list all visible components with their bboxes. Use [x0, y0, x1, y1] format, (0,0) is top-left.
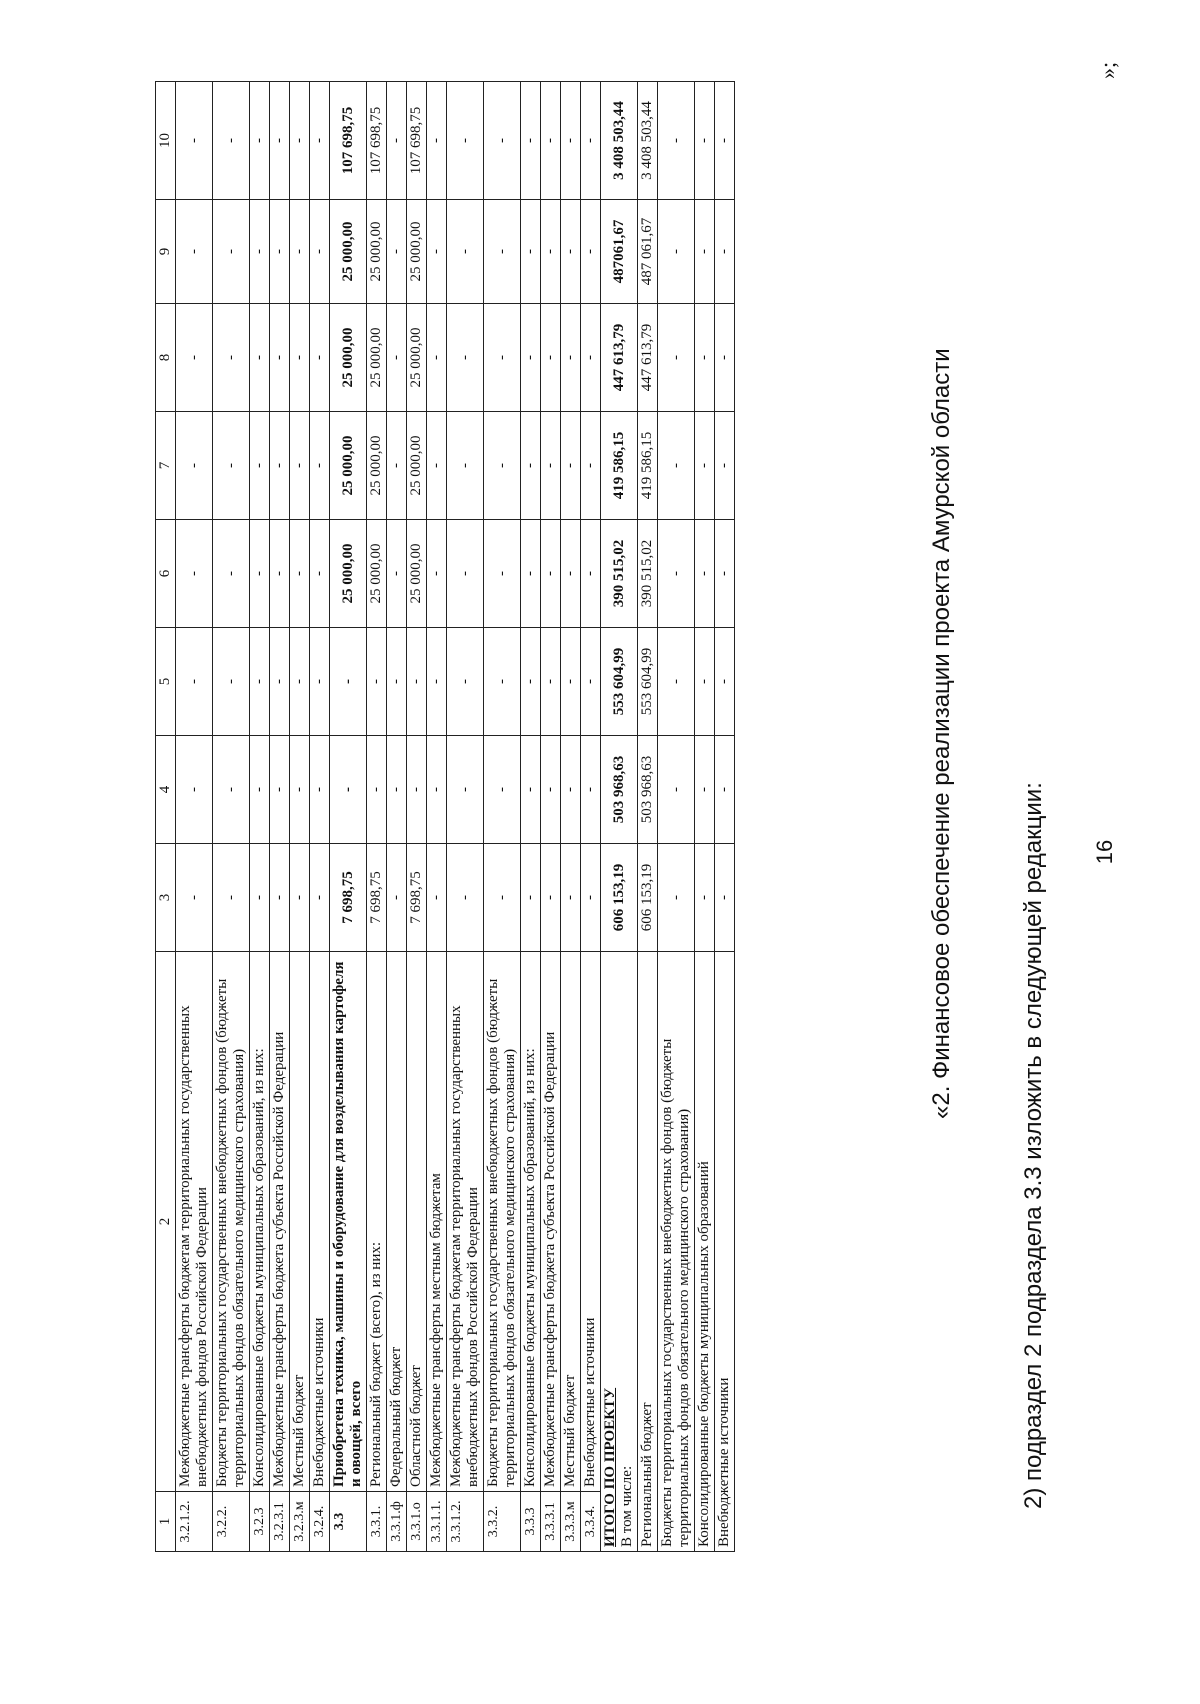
row-value: - — [581, 844, 601, 952]
row-code: 3.2.1.2. — [176, 1492, 213, 1552]
row-value: 25 000,00 — [407, 200, 427, 304]
row-value: - — [561, 844, 581, 952]
summary-value: - — [695, 736, 715, 844]
row-value: - — [447, 304, 484, 412]
row-value: - — [581, 736, 601, 844]
total-value: 447 613,79 — [601, 304, 638, 412]
row-value: - — [521, 844, 541, 952]
row-value: - — [561, 520, 581, 628]
row-value: - — [387, 412, 407, 520]
row-value: - — [290, 844, 310, 952]
row-value: 7 698,75 — [407, 844, 427, 952]
row-value: - — [213, 200, 250, 304]
row-value: - — [250, 628, 270, 736]
header-cell: 10 — [156, 82, 176, 200]
row-name: Межбюджетные трансферты местным бюджетам — [427, 952, 447, 1492]
row-value: - — [176, 736, 213, 844]
row-value: - — [541, 82, 561, 200]
summary-value: - — [715, 200, 735, 304]
row-value: - — [176, 520, 213, 628]
summary-value: 553 604,99 — [638, 628, 658, 736]
row-value: - — [581, 628, 601, 736]
summary-row — [715, 82, 735, 1552]
row-value: - — [581, 82, 601, 200]
summary-value: - — [658, 82, 695, 200]
row-value: - — [250, 736, 270, 844]
row-value: - — [290, 412, 310, 520]
row-name: Межбюджетные трансферты бюджетам территориальных государственных внебюджетных фондов Российской Федерации — [447, 952, 484, 1492]
row-value: - — [541, 200, 561, 304]
row-value: - — [447, 82, 484, 200]
summary-value: 503 968,63 — [638, 736, 658, 844]
row-value: - — [290, 520, 310, 628]
row-name: Бюджеты территориальных государственных внебюджетных фондов (бюджеты территориальных фондов обязательного медицинского страхования) — [484, 952, 521, 1492]
summary-name: Консолидированные бюджеты муниципальных образований — [695, 952, 715, 1552]
row-value: 7 698,75 — [330, 844, 367, 952]
row-code: 3.3.1.ф — [387, 1492, 407, 1552]
table-row — [250, 82, 270, 1552]
row-value: - — [484, 200, 521, 304]
row-value: - — [270, 736, 290, 844]
row-code: 3.2.3 — [250, 1492, 270, 1552]
header-cell: 7 — [156, 412, 176, 520]
row-value: - — [387, 628, 407, 736]
summary-value: - — [695, 628, 715, 736]
summary-value: - — [695, 520, 715, 628]
row-value: - — [561, 200, 581, 304]
summary-value: - — [658, 844, 695, 952]
table-row — [427, 82, 447, 1552]
row-value: - — [484, 520, 521, 628]
row-value: - — [427, 200, 447, 304]
table-row — [270, 82, 290, 1552]
summary-value: - — [715, 736, 735, 844]
total-value: 3 408 503,44 — [601, 82, 638, 200]
row-value: - — [561, 304, 581, 412]
row-value: - — [213, 82, 250, 200]
summary-row — [658, 82, 695, 1552]
header-cell: 3 — [156, 844, 176, 952]
total-value: 419 586,15 — [601, 412, 638, 520]
row-value: - — [581, 520, 601, 628]
row-value: - — [407, 736, 427, 844]
row-value: - — [176, 200, 213, 304]
row-value: - — [427, 82, 447, 200]
row-value: - — [521, 200, 541, 304]
row-value: - — [250, 412, 270, 520]
row-value: - — [541, 736, 561, 844]
summary-value: 390 515,02 — [638, 520, 658, 628]
row-value: - — [387, 736, 407, 844]
table-row — [176, 82, 213, 1552]
row-value: 25 000,00 — [367, 304, 387, 412]
table-row — [541, 82, 561, 1552]
row-value: - — [213, 520, 250, 628]
row-value: - — [427, 520, 447, 628]
row-name: Внебюджетные источники — [310, 952, 330, 1492]
row-value: - — [521, 520, 541, 628]
row-value: - — [270, 628, 290, 736]
row-code: 3.2.3.м — [290, 1492, 310, 1552]
row-code: 3.3.3 — [521, 1492, 541, 1552]
row-value: - — [213, 412, 250, 520]
row-value: - — [427, 412, 447, 520]
row-code: 3.3.1. — [367, 1492, 387, 1552]
summary-value: - — [715, 520, 735, 628]
total-value: 553 604,99 — [601, 628, 638, 736]
row-value: - — [561, 412, 581, 520]
row-value: - — [484, 628, 521, 736]
table-row — [407, 82, 427, 1552]
row-value: - — [484, 412, 521, 520]
row-value: - — [250, 82, 270, 200]
row-value: - — [290, 628, 310, 736]
summary-value: - — [695, 200, 715, 304]
row-value: - — [387, 82, 407, 200]
total-sublabel: В том числе: — [619, 1465, 635, 1547]
row-value: - — [387, 520, 407, 628]
table-body — [176, 82, 735, 1552]
row-value: - — [310, 520, 330, 628]
table-row — [521, 82, 541, 1552]
row-name: Региональный бюджет (всего), из них: — [367, 952, 387, 1492]
total-value: 503 968,63 — [601, 736, 638, 844]
row-name: Межбюджетные трансферты бюджета субъекта Российской Федерации — [541, 952, 561, 1492]
closing-quote: »; — [1095, 61, 1120, 79]
row-value: - — [310, 82, 330, 200]
summary-value: - — [715, 628, 735, 736]
row-value: - — [561, 82, 581, 200]
row-value: - — [581, 412, 601, 520]
total-row — [601, 82, 638, 1552]
row-value: 25 000,00 — [367, 520, 387, 628]
row-name: Областной бюджет — [407, 952, 427, 1492]
summary-value: 606 153,19 — [638, 844, 658, 952]
row-value: - — [176, 412, 213, 520]
summary-value: - — [715, 82, 735, 200]
row-value: - — [250, 200, 270, 304]
row-value: - — [581, 200, 601, 304]
summary-value: - — [695, 304, 715, 412]
table-row — [310, 82, 330, 1552]
summary-value: - — [715, 304, 735, 412]
row-value: 107 698,75 — [330, 82, 367, 200]
header-cell: 4 — [156, 736, 176, 844]
row-value: - — [387, 200, 407, 304]
row-value: - — [367, 628, 387, 736]
summary-name: Региональный бюджет — [638, 952, 658, 1552]
table-row — [367, 82, 387, 1552]
budget-table — [155, 81, 735, 1552]
row-value: - — [427, 304, 447, 412]
row-value: - — [521, 412, 541, 520]
total-value: 390 515,02 — [601, 520, 638, 628]
summary-value: - — [658, 520, 695, 628]
row-value: - — [250, 844, 270, 952]
row-value: - — [270, 200, 290, 304]
summary-value: 3 408 503,44 — [638, 82, 658, 200]
table-row — [561, 82, 581, 1552]
row-value: - — [270, 304, 290, 412]
row-code: 3.3.1.1. — [427, 1492, 447, 1552]
summary-value: - — [658, 304, 695, 412]
table-row — [447, 82, 484, 1552]
row-value: - — [427, 844, 447, 952]
row-value: 25 000,00 — [407, 412, 427, 520]
row-value: - — [290, 304, 310, 412]
row-code: 3.3.1.о — [407, 1492, 427, 1552]
row-value: - — [521, 736, 541, 844]
row-code: 3.3.3.1 — [541, 1492, 561, 1552]
row-value: - — [270, 412, 290, 520]
row-value: - — [176, 304, 213, 412]
row-name: Бюджеты территориальных государственных внебюджетных фондов (бюджеты территориальных фондов обязательного медицинского страхования) — [213, 952, 250, 1492]
row-value: - — [387, 304, 407, 412]
row-value: 25 000,00 — [367, 200, 387, 304]
row-name: Межбюджетные трансферты бюджета субъекта Российской Федерации — [270, 952, 290, 1492]
row-name: Федеральный бюджет — [387, 952, 407, 1492]
row-value: - — [541, 844, 561, 952]
row-value: - — [484, 736, 521, 844]
row-value: 107 698,75 — [367, 82, 387, 200]
amendment-paragraph: 2) подраздел 2 подраздела 3.3 изложить в следующей редакции: — [1020, 782, 1047, 1509]
row-value: - — [484, 82, 521, 200]
row-value: - — [447, 412, 484, 520]
total-label: ИТОГО ПО ПРОЕКТУ — [602, 1387, 618, 1547]
header-cell: 2 — [156, 952, 176, 1492]
row-value: - — [310, 844, 330, 952]
row-value: - — [213, 628, 250, 736]
total-value: 606 153,19 — [601, 844, 638, 952]
summary-value: - — [658, 736, 695, 844]
row-value: - — [447, 628, 484, 736]
section-heading: «2. Финансовое обеспечение реализации проекта Амурской области — [928, 348, 955, 1119]
row-value: - — [176, 844, 213, 952]
summary-value: - — [715, 412, 735, 520]
row-value: - — [310, 412, 330, 520]
row-value: - — [310, 736, 330, 844]
summary-value: - — [695, 82, 715, 200]
row-value: - — [541, 412, 561, 520]
row-name: Местный бюджет — [290, 952, 310, 1492]
row-value: - — [447, 736, 484, 844]
summary-row — [638, 82, 658, 1552]
row-name: Приобретена техника, машины и оборудование для возделывания картофеля и овощей, всего — [330, 952, 367, 1492]
row-value: 7 698,75 — [367, 844, 387, 952]
summary-value: 419 586,15 — [638, 412, 658, 520]
row-value: - — [290, 82, 310, 200]
row-value: - — [447, 200, 484, 304]
table-row — [330, 82, 367, 1552]
row-value: 25 000,00 — [367, 412, 387, 520]
row-value: - — [213, 304, 250, 412]
summary-value: - — [695, 412, 715, 520]
row-value: - — [290, 736, 310, 844]
row-code: 3.3.2. — [484, 1492, 521, 1552]
row-value: - — [521, 304, 541, 412]
row-value: 25 000,00 — [330, 412, 367, 520]
row-name: Внебюджетные источники — [581, 952, 601, 1492]
row-value: - — [213, 844, 250, 952]
summary-value: - — [658, 628, 695, 736]
row-code: 3.3.3.м — [561, 1492, 581, 1552]
row-name: Межбюджетные трансферты бюджетам территориальных государственных внебюджетных фондов Российской Федерации — [176, 952, 213, 1492]
row-value: - — [270, 844, 290, 952]
row-value: 25 000,00 — [330, 520, 367, 628]
row-value: 25 000,00 — [407, 520, 427, 628]
row-name: Консолидированные бюджеты муниципальных образований, из них: — [521, 952, 541, 1492]
total-value: 487061,67 — [601, 200, 638, 304]
table-row — [213, 82, 250, 1552]
row-value: - — [484, 844, 521, 952]
table-row — [387, 82, 407, 1552]
row-value: - — [176, 628, 213, 736]
row-value: - — [250, 520, 270, 628]
row-value: - — [367, 736, 387, 844]
row-value: - — [427, 628, 447, 736]
row-value: - — [447, 520, 484, 628]
row-value: - — [290, 200, 310, 304]
row-value: - — [561, 628, 581, 736]
row-code: 3.3.1.2. — [447, 1492, 484, 1552]
summary-value: 447 613,79 — [638, 304, 658, 412]
row-value: 107 698,75 — [407, 82, 427, 200]
summary-value: 487 061,67 — [638, 200, 658, 304]
row-value: - — [310, 304, 330, 412]
row-value: - — [407, 628, 427, 736]
row-value: - — [330, 628, 367, 736]
row-value: - — [541, 304, 561, 412]
row-code: 3.2.4. — [310, 1492, 330, 1552]
summary-value: - — [658, 412, 695, 520]
row-value: - — [270, 82, 290, 200]
row-value: - — [521, 628, 541, 736]
summary-value: - — [695, 844, 715, 952]
row-value: - — [561, 736, 581, 844]
row-value: - — [387, 844, 407, 952]
row-value: - — [310, 200, 330, 304]
header-cell: 6 — [156, 520, 176, 628]
row-name: Консолидированные бюджеты муниципальных образований, из них: — [250, 952, 270, 1492]
summary-name: Внебюджетные источники — [715, 952, 735, 1552]
row-value: - — [541, 520, 561, 628]
row-value: - — [330, 736, 367, 844]
row-value: 25 000,00 — [407, 304, 427, 412]
header-cell: 1 — [156, 1492, 176, 1552]
row-name: Местный бюджет — [561, 952, 581, 1492]
summary-value: - — [715, 844, 735, 952]
summary-name: Бюджеты территориальных государственных внебюджетных фондов (бюджеты территориальных фондов обязательного медицинского страхования) — [658, 952, 695, 1552]
row-code: 3.2.3.1 — [270, 1492, 290, 1552]
row-value: - — [213, 736, 250, 844]
row-code: 3.3 — [330, 1492, 367, 1552]
table-row — [290, 82, 310, 1552]
header-cell: 9 — [156, 200, 176, 304]
header-cell: 5 — [156, 628, 176, 736]
table-row — [484, 82, 521, 1552]
row-value: - — [176, 82, 213, 200]
row-value: - — [250, 304, 270, 412]
row-value: - — [447, 844, 484, 952]
row-value: - — [270, 520, 290, 628]
row-value: - — [581, 304, 601, 412]
table-row — [581, 82, 601, 1552]
summary-value: - — [658, 200, 695, 304]
page-number: 16 — [1092, 839, 1117, 865]
row-value: - — [541, 628, 561, 736]
row-value: - — [521, 82, 541, 200]
row-code: 3.3.4. — [581, 1492, 601, 1552]
header-cell: 8 — [156, 304, 176, 412]
row-code: 3.2.2. — [213, 1492, 250, 1552]
row-value: - — [484, 304, 521, 412]
total-label-cell — [601, 952, 638, 1552]
row-value: 25 000,00 — [330, 304, 367, 412]
row-value: 25 000,00 — [330, 200, 367, 304]
row-value: - — [310, 628, 330, 736]
row-value: - — [427, 736, 447, 844]
table-header-row — [156, 82, 176, 1552]
summary-row — [695, 82, 715, 1552]
